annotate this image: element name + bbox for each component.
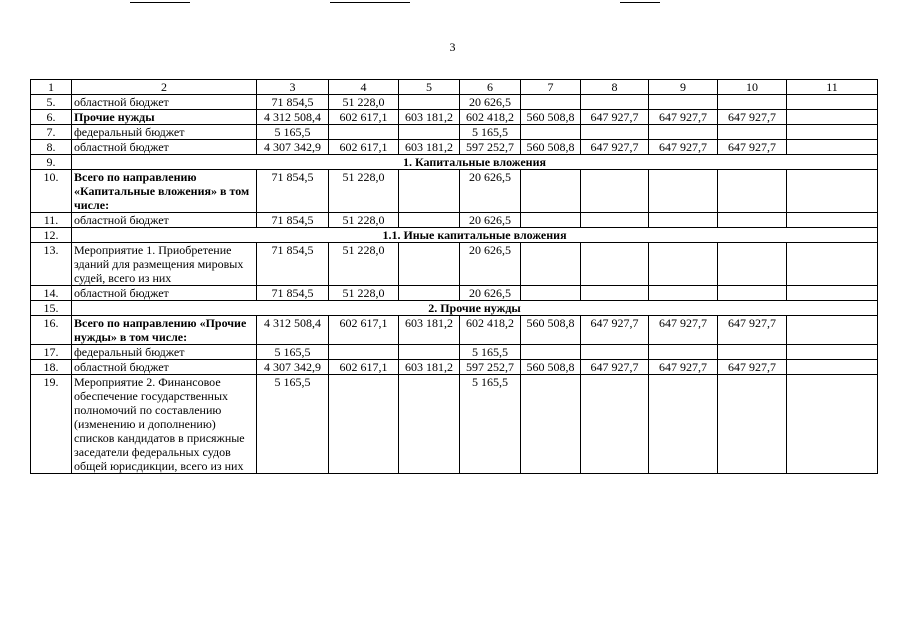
value-cell: 647 927,7 (649, 140, 718, 155)
value-cell: 5 165,5 (460, 375, 521, 474)
value-cell: 51 228,0 (329, 286, 399, 301)
row-number-cell: 12. (31, 228, 72, 243)
value-cell (521, 170, 581, 213)
value-cell (649, 286, 718, 301)
value-cell (521, 286, 581, 301)
value-cell (787, 345, 878, 360)
row-number-cell: 13. (31, 243, 72, 286)
table-row (31, 170, 878, 213)
value-cell (718, 125, 787, 140)
value-cell (718, 243, 787, 286)
column-number-cell: 8 (581, 80, 649, 95)
value-cell (581, 345, 649, 360)
value-cell (787, 95, 878, 110)
section-heading: 2. Прочие нужды (72, 301, 878, 316)
value-cell (787, 243, 878, 286)
value-cell: 20 626,5 (460, 95, 521, 110)
value-cell (787, 316, 878, 345)
value-cell: 20 626,5 (460, 170, 521, 213)
budget-table (30, 79, 878, 474)
item-name-cell: областной бюджет (72, 213, 257, 228)
row-number-cell: 14. (31, 286, 72, 301)
value-cell (581, 125, 649, 140)
row-number-cell: 17. (31, 345, 72, 360)
value-cell: 602 418,2 (460, 316, 521, 345)
column-number-row (31, 80, 878, 95)
item-name-cell: областной бюджет (72, 140, 257, 155)
value-cell (399, 95, 460, 110)
table-row (31, 95, 878, 110)
value-cell (649, 170, 718, 213)
value-cell: 602 617,1 (329, 140, 399, 155)
value-cell: 603 181,2 (399, 110, 460, 125)
value-cell (521, 125, 581, 140)
top-edge-line (620, 2, 660, 3)
value-cell (399, 286, 460, 301)
row-number-cell: 15. (31, 301, 72, 316)
item-name-cell: областной бюджет (72, 95, 257, 110)
value-cell (649, 213, 718, 228)
value-cell (718, 95, 787, 110)
table-row (31, 375, 878, 474)
value-cell: 647 927,7 (649, 110, 718, 125)
value-cell (581, 95, 649, 110)
top-edge-line (330, 2, 410, 3)
value-cell (399, 170, 460, 213)
value-cell: 20 626,5 (460, 286, 521, 301)
value-cell (399, 125, 460, 140)
value-cell (718, 375, 787, 474)
value-cell: 5 165,5 (460, 125, 521, 140)
item-name-cell: федеральный бюджет (72, 125, 257, 140)
row-number-cell: 7. (31, 125, 72, 140)
top-edge-line (130, 2, 190, 3)
value-cell: 602 418,2 (460, 110, 521, 125)
value-cell: 597 252,7 (460, 360, 521, 375)
row-number-cell: 16. (31, 316, 72, 345)
column-number-cell: 11 (787, 80, 878, 95)
value-cell (718, 170, 787, 213)
value-cell (521, 213, 581, 228)
value-cell (329, 345, 399, 360)
value-cell (649, 243, 718, 286)
value-cell (399, 345, 460, 360)
item-name-cell: Прочие нужды (72, 110, 257, 125)
value-cell: 647 927,7 (649, 360, 718, 375)
value-cell: 602 617,1 (329, 360, 399, 375)
value-cell: 5 165,5 (257, 345, 329, 360)
table-row (31, 140, 878, 155)
item-name-cell: федеральный бюджет (72, 345, 257, 360)
value-cell: 71 854,5 (257, 286, 329, 301)
value-cell (787, 125, 878, 140)
row-number-cell: 11. (31, 213, 72, 228)
value-cell: 647 927,7 (581, 110, 649, 125)
table-row (31, 301, 878, 316)
value-cell: 20 626,5 (460, 213, 521, 228)
row-number-cell: 10. (31, 170, 72, 213)
value-cell: 597 252,7 (460, 140, 521, 155)
row-number-cell: 5. (31, 95, 72, 110)
value-cell (329, 125, 399, 140)
value-cell: 560 508,8 (521, 140, 581, 155)
column-number-cell: 7 (521, 80, 581, 95)
value-cell (787, 213, 878, 228)
table-row (31, 228, 878, 243)
value-cell (718, 286, 787, 301)
value-cell: 4 312 508,4 (257, 110, 329, 125)
value-cell (787, 140, 878, 155)
value-cell: 71 854,5 (257, 243, 329, 286)
value-cell: 647 927,7 (581, 360, 649, 375)
table-row (31, 110, 878, 125)
table-row (31, 360, 878, 375)
section-heading: 1.1. Иные капитальные вложения (72, 228, 878, 243)
value-cell: 71 854,5 (257, 170, 329, 213)
table-row (31, 213, 878, 228)
value-cell (649, 345, 718, 360)
table-row (31, 345, 878, 360)
item-name-cell: Всего по направлению «Капитальные вложения» в том числе: (72, 170, 257, 213)
item-name-cell: Мероприятие 2. Финансовое обеспечение государственных полномочий по составлению (изменению и дополнению) списков кандидатов в присяжные заседатели федеральных судов общей юрисдикции, всего из них (72, 375, 257, 474)
column-number-cell: 4 (329, 80, 399, 95)
value-cell (581, 170, 649, 213)
value-cell: 647 927,7 (718, 140, 787, 155)
value-cell: 560 508,8 (521, 360, 581, 375)
table-row (31, 286, 878, 301)
row-number-cell: 19. (31, 375, 72, 474)
value-cell: 647 927,7 (581, 316, 649, 345)
column-number-cell: 9 (649, 80, 718, 95)
column-number-cell: 6 (460, 80, 521, 95)
value-cell: 51 228,0 (329, 243, 399, 286)
value-cell: 560 508,8 (521, 110, 581, 125)
value-cell: 647 927,7 (718, 316, 787, 345)
value-cell: 647 927,7 (581, 140, 649, 155)
value-cell (581, 213, 649, 228)
value-cell: 51 228,0 (329, 95, 399, 110)
value-cell (581, 286, 649, 301)
table-row (31, 155, 878, 170)
item-name-cell: областной бюджет (72, 360, 257, 375)
value-cell (718, 345, 787, 360)
value-cell: 71 854,5 (257, 213, 329, 228)
section-heading: 1. Капитальные вложения (72, 155, 878, 170)
value-cell: 51 228,0 (329, 170, 399, 213)
value-cell (521, 375, 581, 474)
value-cell: 603 181,2 (399, 360, 460, 375)
value-cell: 51 228,0 (329, 213, 399, 228)
value-cell: 5 165,5 (257, 125, 329, 140)
value-cell: 71 854,5 (257, 95, 329, 110)
table-row (31, 316, 878, 345)
value-cell: 560 508,8 (521, 316, 581, 345)
value-cell: 5 165,5 (257, 375, 329, 474)
column-number-cell: 2 (72, 80, 257, 95)
value-cell (787, 286, 878, 301)
value-cell: 603 181,2 (399, 316, 460, 345)
column-number-cell: 3 (257, 80, 329, 95)
value-cell: 602 617,1 (329, 316, 399, 345)
column-number-cell: 1 (31, 80, 72, 95)
page-number: 3 (449, 40, 456, 54)
value-cell (329, 375, 399, 474)
item-name-cell: областной бюджет (72, 286, 257, 301)
row-number-cell: 6. (31, 110, 72, 125)
item-name-cell: Мероприятие 1. Приобретение зданий для размещения мировых судей, всего из них (72, 243, 257, 286)
row-number-cell: 9. (31, 155, 72, 170)
value-cell (649, 95, 718, 110)
column-number-cell: 5 (399, 80, 460, 95)
value-cell: 647 927,7 (718, 110, 787, 125)
value-cell: 647 927,7 (649, 316, 718, 345)
value-cell (787, 170, 878, 213)
value-cell (521, 95, 581, 110)
value-cell: 20 626,5 (460, 243, 521, 286)
item-name-cell: Всего по направлению «Прочие нужды» в том числе: (72, 316, 257, 345)
value-cell (399, 243, 460, 286)
value-cell (787, 360, 878, 375)
value-cell (581, 243, 649, 286)
value-cell: 647 927,7 (718, 360, 787, 375)
value-cell (581, 375, 649, 474)
value-cell (649, 125, 718, 140)
value-cell (521, 345, 581, 360)
value-cell (787, 110, 878, 125)
value-cell (649, 375, 718, 474)
value-cell: 603 181,2 (399, 140, 460, 155)
value-cell (399, 375, 460, 474)
table-row (31, 243, 878, 286)
value-cell (787, 375, 878, 474)
value-cell: 4 307 342,9 (257, 360, 329, 375)
column-number-cell: 10 (718, 80, 787, 95)
row-number-cell: 8. (31, 140, 72, 155)
value-cell: 4 307 342,9 (257, 140, 329, 155)
value-cell: 602 617,1 (329, 110, 399, 125)
row-number-cell: 18. (31, 360, 72, 375)
value-cell (399, 213, 460, 228)
value-cell (521, 243, 581, 286)
value-cell: 5 165,5 (460, 345, 521, 360)
value-cell (718, 213, 787, 228)
value-cell: 4 312 508,4 (257, 316, 329, 345)
table-row (31, 125, 878, 140)
